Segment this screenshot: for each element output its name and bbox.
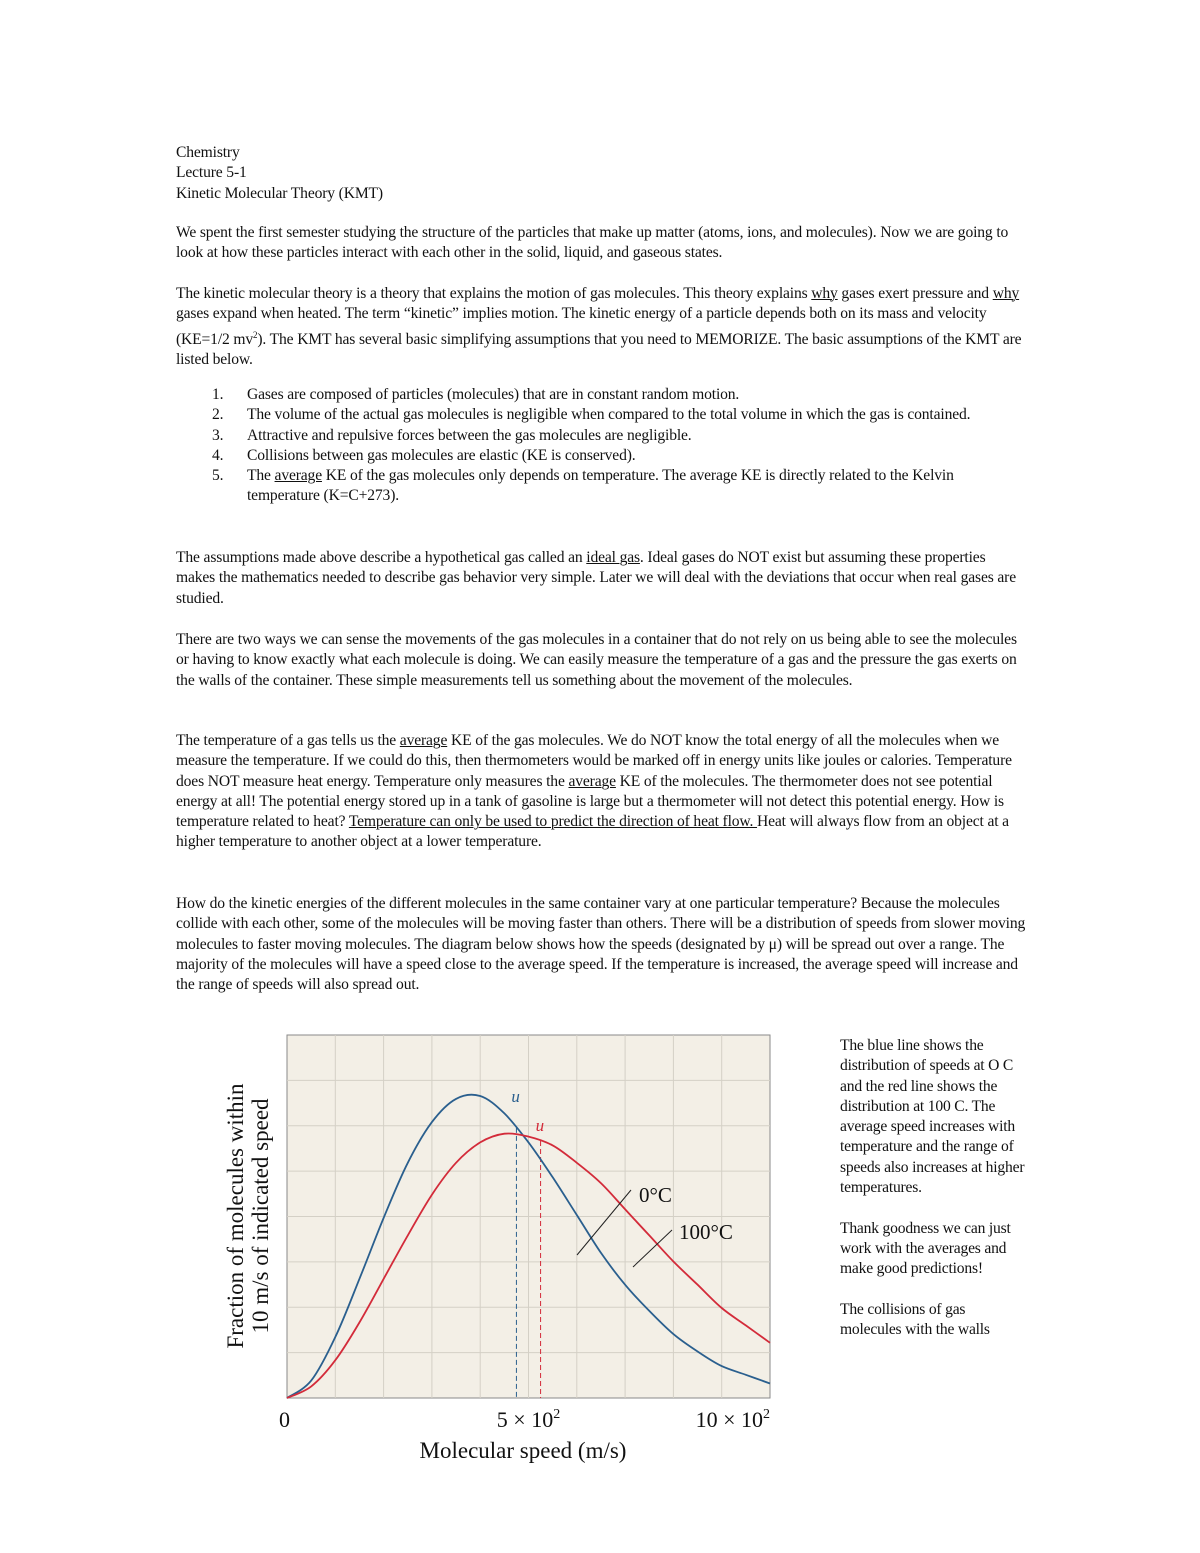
ideal-gas-paragraph: [176, 548, 1026, 609]
sense-paragraph: There are two ways we can sense the movements of the gas molecules in a container that do not rely on us being able to see the molecules or having to know exactly what each molecule is doing. We can easily measure the temperature of a gas and the pressure the gas exerts on the walls of the container. These simple measurements tell us something about the movement of the molecules.: [176, 631, 1017, 689]
assumption-item: [176, 426, 1026, 446]
sidebar-note-3: The collisions of gas molecules with the walls: [840, 1300, 990, 1339]
x-tick-labels: [279, 1407, 770, 1432]
distribution-paragraph: How do the kinetic energies of the different molecules in the same container vary at one particular temperature? Because the molecules collide with each other, some of the molecules will be moving faster than others. There will be a distribution of speeds from slower moving molecules to faster moving molecules. The diagram below shows how the speeds (designated by μ) will be spread out over a range. The majority of the molecules will have a speed close to the average speed. If the temperature is increased, the average speed will increase and the range of speeds will also spread out.: [176, 895, 1026, 994]
kmt-text-2: gases exert pressure and: [837, 285, 993, 302]
ideal-gas-underlined: ideal gas: [586, 549, 640, 566]
why-underlined-2: why: [992, 285, 1020, 302]
sidebar-note-1: The blue line shows the distribution of speeds at O C and the red line shows the distribution at 100 C. The average speed increases with temperature and the range of speeds also increases at higher temperatures.: [840, 1037, 1025, 1197]
assumption-item: [176, 446, 1026, 466]
x-tick-label: $5 \times 10^2$: [496, 1407, 561, 1432]
series-label-0c: 0°C: [639, 1183, 672, 1207]
y-axis-label-2: 10 m/s of indicated speed: [248, 1098, 273, 1334]
lecture-line: Lecture 5-1: [176, 164, 247, 182]
kmt-paragraph: [176, 284, 1026, 370]
heat-flow-underlined: Temperature can only be used to predict the direction of heat flow.: [348, 813, 758, 831]
intro-paragraph: We spent the first semester studying the structure of the particles that make up matter (atoms, ions, and molecules). Now we are going to look at how these particles interact with each other in the solid, liquid, and gaseous states.: [176, 224, 1009, 262]
temp-text-4: Heat will always flow from an object at a higher temperature to another object at a lower temperature.: [176, 813, 1009, 851]
assumption-number: 3.: [212, 426, 224, 444]
why-underlined-1: why: [811, 285, 838, 302]
assumption-text-pre: The: [247, 467, 275, 485]
temp-text-2: KE of the gas molecules. We do NOT know the total energy of all the molecules when we measure the temperature. If we could do this, then thermometers would be marked off in energy units like joules or calories. Temperature does NOT measure heat energy. Temperature only measures the: [176, 732, 1012, 790]
assumption-text: The volume of the actual gas molecules is negligible when compared to the total volume in which the gas is contained.: [247, 406, 971, 424]
temp-text-1: The temperature of a gas tells us the: [176, 732, 400, 749]
y-axis-label-1: Fraction of molecules within: [223, 1083, 248, 1349]
assumption-text: Attractive and repulsive forces between the gas molecules are negligible.: [247, 426, 692, 444]
average-underlined: average: [274, 467, 322, 485]
assumption-item: [176, 405, 1026, 425]
assumption-text: Collisions between gas molecules are elastic (KE is conserved).: [247, 446, 636, 464]
average-underlined-1: average: [399, 732, 448, 749]
ideal-text-post: . Ideal gases do NOT exist but assuming these properties makes the mathematics needed to describe gas behavior very simple. Later we will deal with the deviations that occur when real gases are studied.: [176, 549, 1016, 607]
temperature-paragraph: [176, 731, 1026, 853]
speed-distribution-chart: [213, 1030, 783, 1470]
assumption-item: [176, 466, 1026, 507]
assumption-number: 4.: [212, 446, 224, 464]
document-header: [176, 143, 1026, 204]
assumption-item: [176, 385, 1026, 405]
kmt-text-4: ). The KMT has several basic simplifying assumptions that you need to MEMORIZE. The basic assumptions of the KMT are listed below.: [176, 330, 1022, 369]
temp-text-3: KE of the molecules. The thermometer does not see potential energy at all! The potential energy stored up in a tank of gasoline is large but a thermometer will not detect this potential energy. How is temperature related to heat?: [176, 772, 1004, 831]
series-label-100c: 100°C: [679, 1220, 733, 1244]
subject-line: Chemistry: [176, 144, 240, 161]
mean-label-0c: u: [511, 1086, 520, 1106]
x-axis-label: Molecular speed (m/s): [419, 1438, 627, 1463]
sidebar-notes: [840, 1036, 1025, 1361]
assumption-text: Gases are composed of particles (molecules) that are in constant random motion.: [247, 386, 740, 403]
kmt-text-1: The kinetic molecular theory is a theory that explains the motion of gas molecules. This theory explains: [176, 285, 812, 302]
x-tick-label: $10 \times 10^2$: [695, 1407, 770, 1432]
sidebar-note-2: Thank goodness we can just work with the averages and make good predictions!: [840, 1219, 1011, 1278]
assumption-number: 2.: [212, 406, 224, 424]
x-tick-label: 0: [279, 1407, 290, 1432]
kmt-text-3: gases expand when heated. The term “kinetic” implies motion. The kinetic energy of a particle depends both on its mass and velocity (KE=1/2 mv: [176, 305, 987, 348]
mean-label-100c: u: [535, 1115, 545, 1135]
assumption-list: [176, 385, 1026, 507]
topic-line: Kinetic Molecular Theory (KMT): [176, 184, 383, 202]
assumption-number: 1.: [212, 386, 224, 403]
ideal-text-pre: The assumptions made above describe a hypothetical gas called an: [176, 549, 587, 566]
assumption-number: 5.: [212, 467, 224, 485]
average-underlined-2: average: [568, 772, 616, 790]
kmt-superscript: 2: [253, 329, 258, 340]
assumption-text-post: KE of the gas molecules only depends on temperature. The average KE is directly related to the Kelvin temperature (K=C+273).: [247, 467, 954, 505]
